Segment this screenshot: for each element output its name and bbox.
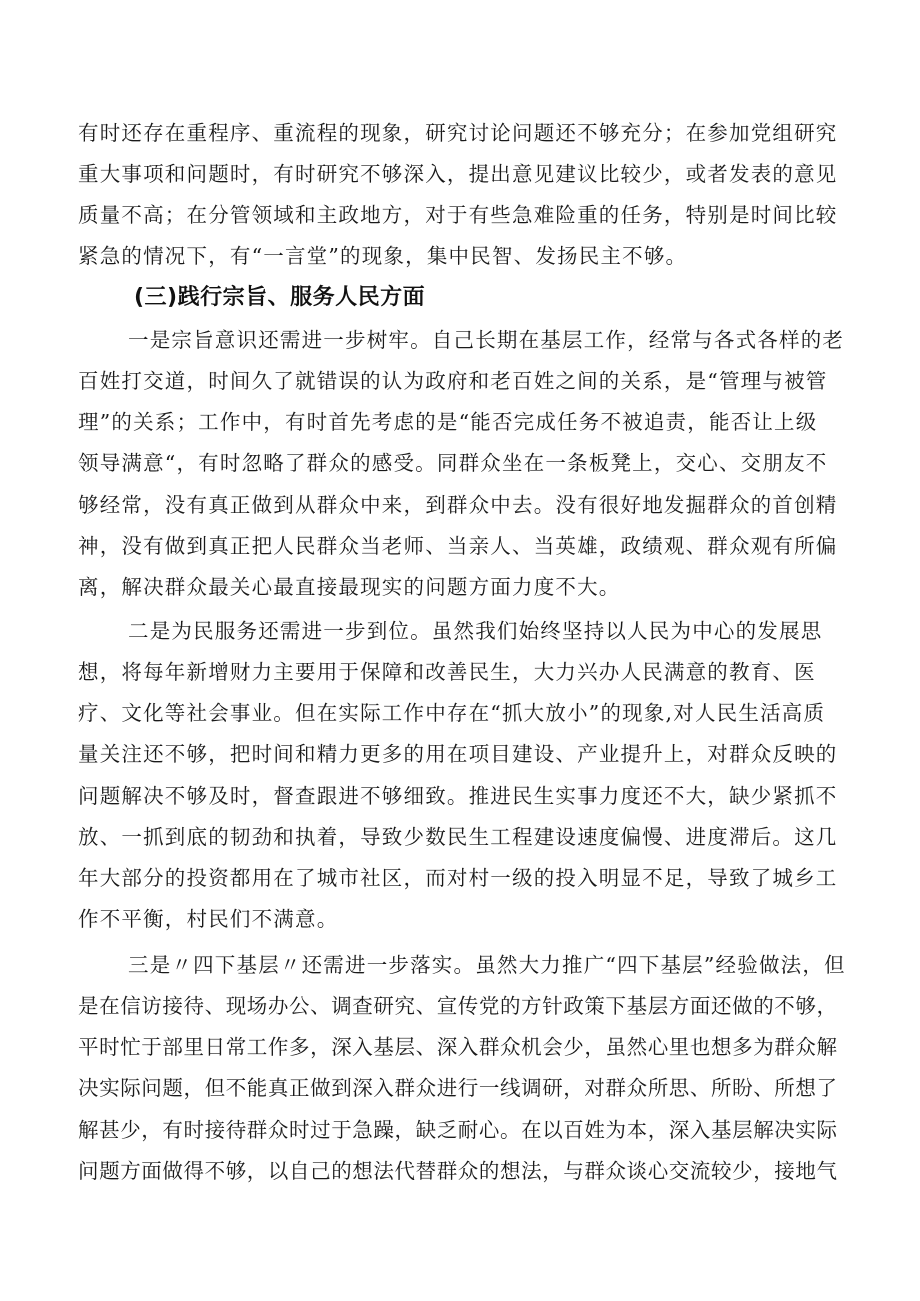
text-line: 够经常，没有真正做到从群众中来，到群众中去。没有很好地发掘群众的首创精	[78, 493, 838, 517]
text-line: 年大部分的投资都用在了城市社区，而对村一级的投入明显不足，导致了城乡工	[78, 866, 838, 890]
text-line: 二是为民服务还需进一步到位。虽然我们始终坚持以人民为中心的发展思	[128, 619, 823, 643]
text-line: 质量不高；在分管领域和主政地方，对于有些急难险重的任务，特别是时间比较	[78, 203, 838, 227]
text-line: 理”的关系；工作中，有时首先考虑的是“能否完成任务不被追责，能否让上级	[78, 410, 818, 434]
text-line: 决实际问题，但不能真正做到深入群众进行一线调研，对群众所思、所盼、所想了	[78, 1076, 838, 1100]
text-line: 量关注还不够，把时间和精力更多的用在项目建设、产业提升上，对群众反映的	[78, 742, 838, 766]
text-line: 想，将每年新增财力主要用于保障和改善民生，大力兴办人民满意的教育、医	[78, 660, 816, 684]
text-line: 神，没有做到真正把人民群众当老师、当亲人、当英雄，政绩观、群众观有所偏	[78, 534, 838, 558]
text-line: 重大事项和问题时，有时研究不够深入，提出意见建议比较少，或者发表的意见	[78, 162, 838, 186]
text-line: 解甚少，有时接待群众时过于急躁，缺乏耐心。在以百姓为本，深入基层解决实际	[78, 1118, 838, 1142]
text-line: 疗、文化等社会事业。但在实际工作中存在“抓大放小”的现象,对人民生活高质	[78, 701, 826, 725]
text-line: 领导满意“，有时忽略了群众的感受。同群众坐在一条板凳上，交心、交朋友不	[78, 451, 828, 475]
text-line: 离，解决群众最关心最直接最现实的问题方面力度不大。	[78, 575, 621, 599]
section-heading: (三)践行宗旨、服务人民方面	[134, 285, 426, 310]
text-line: 有时还存在重程序、重流程的现象，研究讨论问题还不够充分；在参加党组研究	[78, 121, 838, 145]
text-line: 平时忙于部里日常工作多，深入基层、深入群众机会少，虽然心里也想多为群众解	[78, 1035, 838, 1059]
text-line: 紧急的情况下，有“一言堂”的现象，集中民智、发扬民主不够。	[78, 244, 688, 268]
text-line: 问题解决不够及时，督查跟进不够细致。推进民生实事力度还不大，缺少紧抓不	[78, 784, 838, 808]
text-line: 三是〃四下基层〃还需进一步落实。虽然大力推广“四下基层”经验做法，但	[128, 953, 846, 977]
text-line: 百姓打交道，时间久了就错误的认为政府和老百姓之间的关系，是“管理与被管	[78, 369, 828, 393]
text-line: 放、一抓到底的韧劲和执着，导致少数民生工程建设速度偏慢、进度滞后。这几	[78, 825, 838, 849]
text-line: 是在信访接待、现场办公、调查研究、宣传党的方针政策下基层方面还做的不够，	[78, 994, 838, 1018]
text-line: 作不平衡，村民们不满意。	[78, 907, 339, 931]
text-line: 一是宗旨意识还需进一步树牢。自己长期在基层工作，经常与各式各样的老	[128, 328, 845, 352]
text-line: 问题方面做得不够，以自己的想法代替群众的想法，与群众谈心交流较少，接地气	[78, 1159, 838, 1183]
